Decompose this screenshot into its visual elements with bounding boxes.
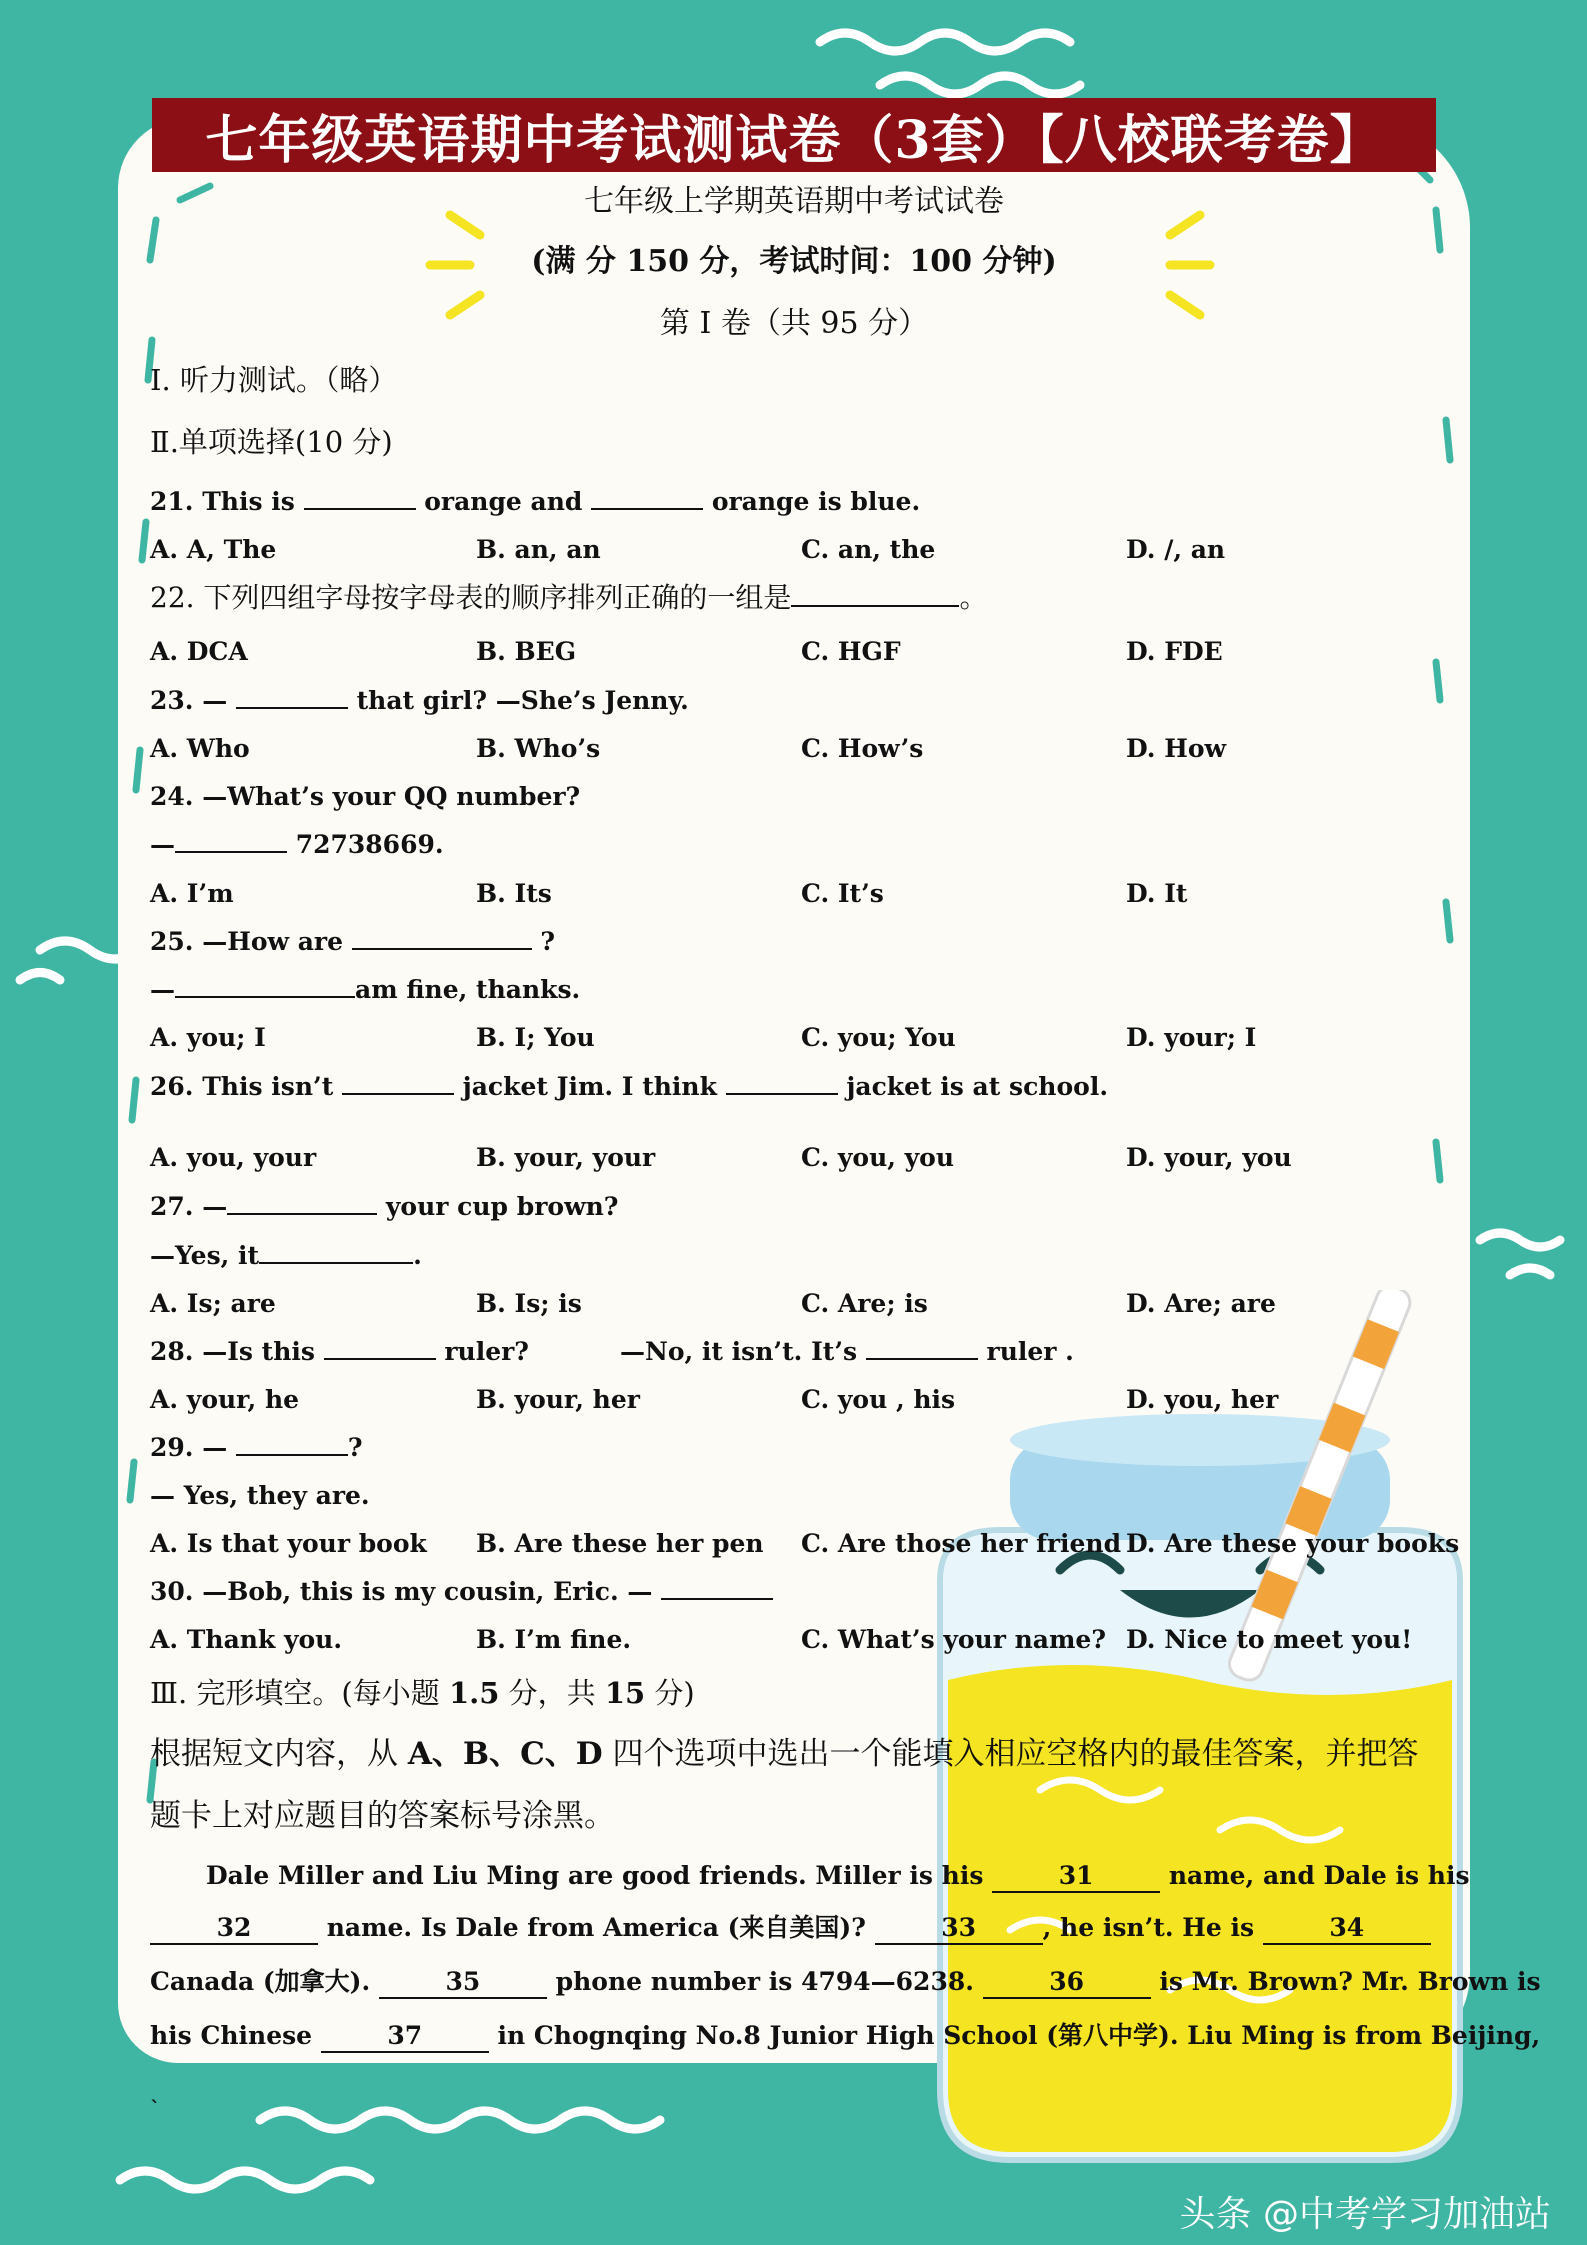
section-3-heading: [150, 1677, 695, 1709]
q30-text-a: 30. —Bob, this is my cousin, Eric. —: [150, 1577, 662, 1606]
instruction-text: 根据短文内容，从: [150, 1736, 408, 1772]
q22-text-b: 。: [959, 581, 988, 614]
exam-meta: (满 分 150 分，考试时间：100 分钟): [531, 244, 1057, 279]
passage-line-4: [150, 2020, 1540, 2053]
question-28: [150, 1336, 529, 1368]
section-3-text: Ⅲ. 完形填空。(每小题: [150, 1676, 449, 1710]
q26-text-b: jacket Jim. I think: [453, 1072, 726, 1101]
option-d: D. Are; are: [1126, 1289, 1276, 1318]
question-27: [150, 1191, 618, 1223]
option-b: B. Are these her pen: [476, 1529, 764, 1558]
section-3-text: 分，共: [499, 1676, 605, 1710]
q28-text-a: 28. —Is this: [150, 1337, 324, 1366]
passage-text: in Chognqing No.8 Junior High School (第八中学). Liu Ming is from Beijing,: [488, 2021, 1541, 2050]
exam-banner-title: 七年级英语期中考试测试卷（3套）【八校联考卷】: [152, 98, 1436, 172]
answer-blank: [324, 1336, 436, 1360]
answer-blank: [236, 1432, 348, 1456]
passage-text: name. Is Dale from America (来自美国)?: [318, 1913, 875, 1942]
option-a: A. DCA: [150, 637, 248, 666]
question-22: [150, 582, 987, 614]
option-c: C. an, the: [801, 535, 936, 564]
option-c: C. you; You: [801, 1023, 956, 1052]
q21-text-a: 21. This is: [150, 487, 304, 516]
watermark-footer: 头条 @中考学习加油站: [1179, 2194, 1551, 2235]
cloze-blank-35: 35: [379, 1967, 547, 1999]
instruction-options: A、B、C、D: [407, 1736, 603, 1772]
answer-blank: [175, 974, 355, 998]
question-21: [150, 486, 920, 518]
option-c: C. How’s: [801, 734, 924, 763]
q25-text-d: am fine, thanks.: [355, 975, 581, 1004]
option-a: A. Is; are: [150, 1289, 276, 1318]
option-c: C. you , his: [801, 1385, 956, 1414]
option-d: D. your, you: [1126, 1143, 1292, 1172]
option-b: B. I; You: [476, 1023, 595, 1052]
section-2-heading: Ⅱ.单项选择(10 分): [150, 425, 393, 459]
instruction-text: 四个选项中选出一个能填入相应空格内的最佳答案，并把答: [602, 1736, 1419, 1772]
question-29-response: — Yes, they are.: [150, 1481, 370, 1510]
option-c: C. Are; is: [801, 1289, 928, 1318]
q28-text-b: ruler?: [435, 1337, 529, 1366]
option-c: C. It’s: [801, 879, 884, 908]
option-b: B. Its: [476, 879, 552, 908]
question-30: [150, 1576, 773, 1608]
option-b: B. Is; is: [476, 1289, 582, 1318]
option-c: C. Are those her friend: [801, 1529, 1122, 1558]
option-d: D. Are these your books: [1126, 1529, 1460, 1558]
passage-line-3: [150, 1966, 1541, 1999]
q21-text-c: orange is blue.: [703, 487, 921, 516]
answer-blank: [591, 486, 703, 510]
answer-blank: [791, 583, 959, 607]
q29-text-b: ?: [347, 1433, 363, 1462]
option-a: A. Is that your book: [150, 1529, 427, 1558]
exam-subtitle: 七年级上学期英语期中考试试卷: [584, 184, 1004, 219]
q25-text-c: —: [150, 975, 175, 1004]
answer-blank: [866, 1336, 978, 1360]
passage-text: name, and Dale is his: [1160, 1861, 1470, 1890]
passage-text: phone number is 4794—6238.: [546, 1967, 983, 1996]
q21-text-b: orange and: [415, 487, 592, 516]
option-c: C. HGF: [801, 637, 901, 666]
section-3-total: 15: [604, 1676, 646, 1710]
option-a: A. A, The: [150, 535, 277, 564]
option-d: D. your; I: [1126, 1023, 1257, 1052]
q24-text-c: 72738669.: [287, 830, 444, 859]
answer-blank: [227, 1191, 377, 1215]
option-c: C. you, you: [801, 1143, 955, 1172]
part-title: 第 I 卷（共 95 分）: [659, 306, 929, 341]
q26-text-c: jacket is at school.: [837, 1072, 1109, 1101]
answer-blank: [175, 829, 287, 853]
option-d: D. FDE: [1126, 637, 1223, 666]
answer-blank: [236, 685, 348, 709]
answer-blank: [259, 1240, 413, 1264]
cloze-blank-36: 36: [983, 1967, 1151, 1999]
question-23: [150, 685, 689, 717]
option-b: B. Who’s: [476, 734, 601, 763]
question-28-response: [620, 1336, 1074, 1368]
option-a: A. your, he: [150, 1385, 300, 1414]
option-d: D. /, an: [1126, 535, 1226, 564]
q22-text-a: 22. 下列四组字母按字母表的顺序排列正确的一组是: [150, 581, 792, 614]
passage-text: , he isn’t. He is: [1042, 1913, 1263, 1942]
option-b: B. your, your: [476, 1143, 656, 1172]
question-27-response: [150, 1240, 422, 1272]
option-d: D. How: [1126, 734, 1227, 763]
passage-text: Dale Miller and Liu Ming are good friends. Miller is his: [206, 1861, 993, 1890]
passage-line-2: [150, 1912, 1431, 1945]
option-b: B. I’m fine.: [476, 1625, 632, 1654]
instruction-line-1: [150, 1738, 1419, 1770]
section-3-text: 分): [645, 1676, 695, 1710]
q29-text-a: 29. —: [150, 1433, 236, 1462]
option-d: D. you, her: [1126, 1385, 1279, 1414]
option-a: A. I’m: [150, 879, 234, 908]
q28-text-d: ruler .: [977, 1337, 1074, 1366]
option-d: D. It: [1126, 879, 1188, 908]
section-3-points: 1.5: [448, 1676, 500, 1710]
answer-blank: [342, 1071, 454, 1095]
question-25: [150, 926, 555, 958]
passage-line-1: [206, 1860, 1470, 1893]
option-c: C. What’s your name?: [801, 1625, 1106, 1654]
answer-blank: [304, 486, 416, 510]
section-1-heading: I. 听力测试。（略）: [150, 363, 398, 397]
option-b: B. BEG: [476, 637, 577, 666]
cloze-blank-37: 37: [321, 2021, 489, 2053]
instruction-line-2: 题卡上对应题目的答案标号涂黑。: [150, 1798, 615, 1834]
answer-blank: [352, 926, 532, 950]
q27-text-a: 27. —: [150, 1192, 228, 1221]
option-a: A. Who: [150, 734, 250, 763]
q23-text-a: 23. —: [150, 686, 236, 715]
question-29: [150, 1432, 363, 1464]
option-b: B. an, an: [476, 535, 601, 564]
q26-text-a: 26. This isn’t: [150, 1072, 342, 1101]
option-a: A. you; I: [150, 1023, 266, 1052]
q25-text-b: ?: [531, 927, 556, 956]
question-26: [150, 1071, 1108, 1103]
option-a: A. you, your: [150, 1143, 317, 1172]
q28-text-c: —No, it isn’t. It’s: [620, 1337, 866, 1366]
passage-text: his Chinese: [150, 2021, 321, 2050]
q24-text-b: —: [150, 830, 175, 859]
cloze-blank-32: 32: [150, 1913, 318, 1945]
option-a: A. Thank you.: [150, 1625, 343, 1654]
option-d: D. Nice to meet you!: [1126, 1625, 1413, 1654]
answer-blank: [661, 1576, 773, 1600]
answer-blank: [726, 1071, 838, 1095]
q27-text-b: your cup brown?: [377, 1192, 619, 1221]
q27-text-c: —Yes, it: [150, 1241, 260, 1270]
option-b: B. your, her: [476, 1385, 640, 1414]
question-24-response: [150, 829, 444, 861]
q23-text-b: that girl? —She’s Jenny.: [347, 686, 689, 715]
q25-text-a: 25. —How are: [150, 927, 352, 956]
passage-text: Canada (加拿大).: [150, 1967, 379, 1996]
cloze-blank-34: 34: [1263, 1913, 1431, 1945]
question-24: 24. —What’s your QQ number?: [150, 782, 581, 811]
passage-text: is Mr. Brown? Mr. Brown is: [1150, 1967, 1541, 1996]
passage-tail-mark: `: [150, 2096, 160, 2120]
q27-text-d: .: [413, 1241, 422, 1270]
cloze-blank-31: 31: [992, 1861, 1160, 1893]
cloze-blank-33: 33: [875, 1913, 1043, 1945]
question-25-response: [150, 974, 580, 1006]
